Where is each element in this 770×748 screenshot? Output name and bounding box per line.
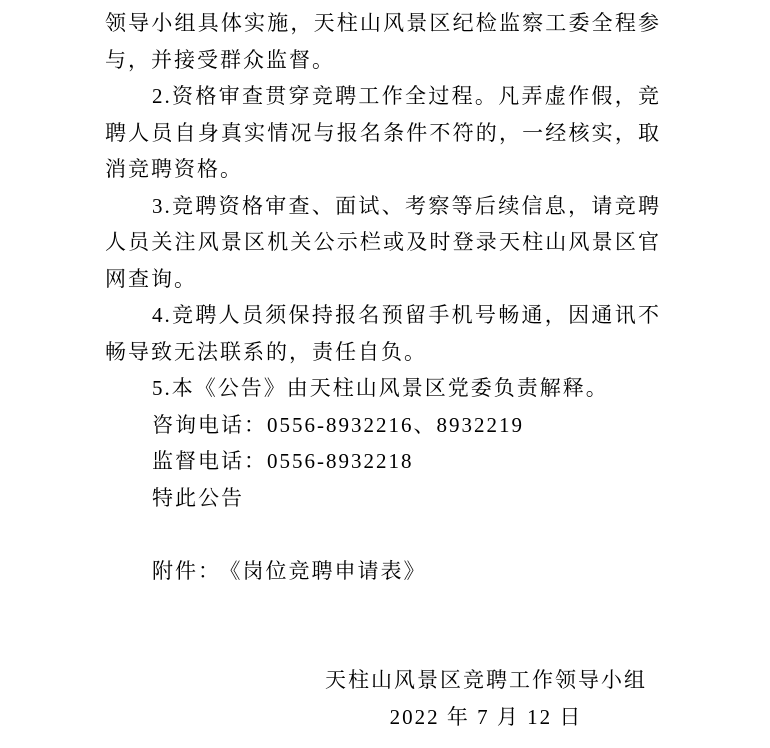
signature-date: 2022 年 7 月 12 日 — [389, 704, 583, 729]
supervise-phone-line: 监督电话：0556-8932218 — [152, 449, 414, 473]
consult-phone-line: 咨询电话：0556-8932216、8932219 — [152, 412, 524, 437]
paragraph-item-4-phone-reachable: 4.竞聘人员须保持报名预留手机号畅通，因通讯不畅导致无法联系的，责任自负。 — [105, 303, 661, 364]
attachment-label: 附件： — [152, 558, 221, 583]
signature-organization: 天柱山风景区竞聘工作领导小组 — [325, 668, 647, 692]
attachment-title: 《岗位竞聘申请表》 — [230, 558, 427, 583]
blank-line — [105, 626, 661, 663]
attachment-line — [105, 553, 661, 590]
paragraph-item-2-qualification-review: 2.资格审查贯穿竞聘工作全过程。凡弄虚作假，竞聘人员自身真实情况与报名条件不符的，一经核实，取消竞聘资格。 — [105, 84, 661, 181]
document-body — [105, 5, 661, 735]
signature-block — [325, 662, 647, 735]
hereby-announced-line: 特此公告 — [152, 485, 244, 510]
blank-line — [105, 589, 661, 626]
blank-line — [105, 516, 661, 553]
paragraph-implementation-supervision: 领导小组具体实施，天柱山风景区纪检监察工委全程参与，并接受群众监督。 — [105, 11, 661, 72]
paragraph-item-3-followup-info: 3.竞聘资格审查、面试、考察等后续信息，请竞聘人员关注风景区机关公示栏或及时登录天柱山风景区官网查询。 — [105, 193, 661, 291]
paragraph-item-5-interpretation: 5.本《公告》由天柱山风景区党委负责解释。 — [152, 376, 609, 400]
